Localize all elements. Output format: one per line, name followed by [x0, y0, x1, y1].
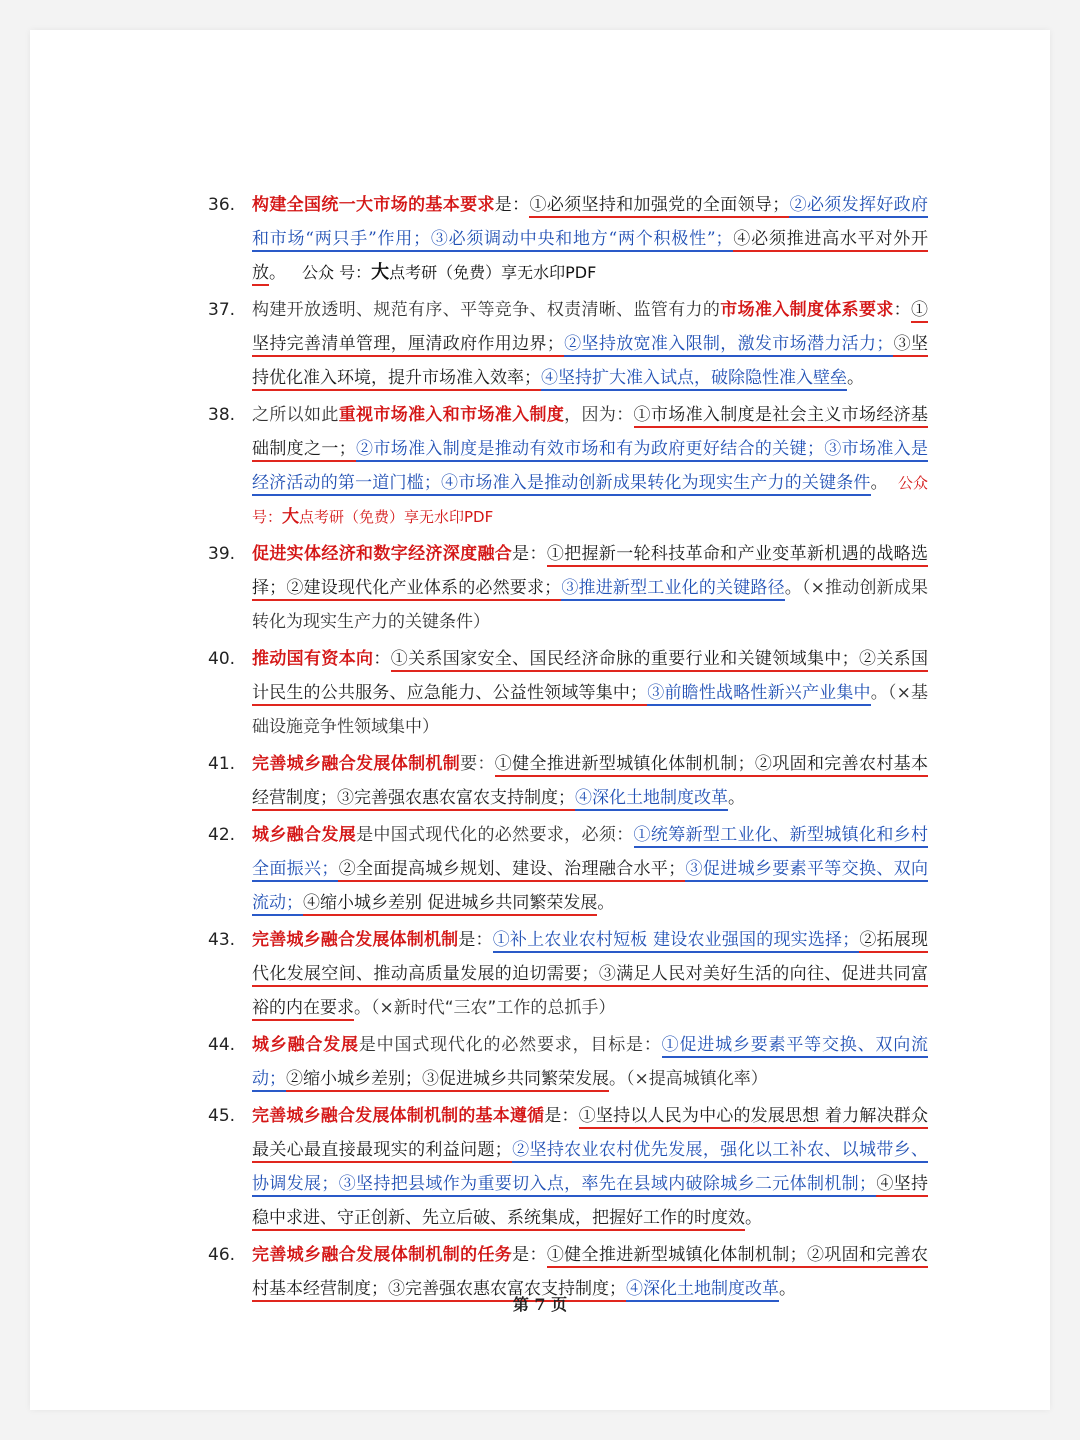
underlined-point: ②市场准入制度是推动有效市场和有为政府更好结合的关键；	[356, 439, 824, 462]
underlined-point: ③坚持把县域作为重要切入点，率先在县域内破除城乡二元体制机制；	[338, 1174, 876, 1197]
item-number: 36.	[208, 195, 236, 215]
list-item	[208, 1099, 928, 1235]
text-segment: 。（×基础设施竞争性领域集中）	[252, 683, 929, 737]
item-text	[252, 398, 928, 534]
item-text	[252, 923, 928, 1025]
keyword-highlight: 重视市场准入和市场准入制度	[338, 405, 565, 425]
text-segment: ：	[373, 649, 391, 669]
watermark-big: 大	[282, 507, 300, 527]
underlined-point: ②关系国计民生的公共服务、应急能力、公益性领域等集中；	[252, 649, 928, 706]
text-segment: 。	[779, 1279, 796, 1299]
text-segment: 。（×新时代“三农”工作的总抓手）	[354, 998, 616, 1018]
watermark-rest: 点考研（免费）享无水印PDF	[299, 508, 494, 526]
question-list	[208, 188, 928, 1309]
underlined-point: ④必须推进高水平对外开放	[252, 229, 928, 286]
text-segment: 是：	[458, 930, 493, 950]
underlined-point: ②拓展现代化发展空间、推动高质量发展的迫切需要；	[252, 930, 928, 987]
underlined-point: ③必须调动中央和地方“两个积极性”；	[430, 229, 732, 252]
list-item	[208, 537, 928, 639]
text-segment: 是中国式现代化的必然要求，目标是：	[358, 1035, 662, 1055]
text-segment: 是：	[494, 195, 530, 215]
keyword-highlight: 构建全国统一大市场的基本要求	[252, 195, 495, 215]
underlined-point: ④深化土地制度改革	[626, 1279, 779, 1302]
underlined-point: ①市场准入制度是社会主义市场经济基础制度之一；	[252, 405, 928, 462]
text-segment: 。	[745, 1208, 762, 1228]
keyword-highlight: 推动国有资本向	[252, 649, 374, 669]
underlined-point: ①关系国家安全、国民经济命脉的重要行业和关键领域集中；	[391, 649, 859, 672]
underlined-point: ④市场准入是推动创新成果转化为现实生产力的关键条件	[441, 473, 871, 496]
underlined-point: ④缩小城乡差别 促进城乡共同繁荣发展	[303, 893, 597, 916]
underlined-point: ③促进城乡共同繁荣发展	[422, 1069, 609, 1092]
underlined-point: ②坚持放宽准入限制，激发市场潜力活力；	[564, 334, 894, 357]
text-segment: 是：	[544, 1106, 579, 1126]
keyword-highlight: 完善城乡融合发展体制机制的任务	[252, 1245, 513, 1265]
watermark-rest: 点考研（免费）享无水印PDF	[389, 263, 597, 282]
underlined-point: ①补上农业农村短板 建设农业强国的现实选择；	[493, 930, 860, 953]
underlined-point: ②巩固和完善农村基本经营制度；	[252, 754, 928, 811]
text-segment: 是中国式现代化的必然要求，必须：	[356, 825, 634, 845]
underlined-point: ①健全推进新型城镇化体制机制；	[547, 1245, 807, 1268]
text-segment: ，因为：	[564, 405, 634, 425]
text-segment: 。	[847, 368, 864, 388]
underlined-point: ②全面提高城乡规划、建设、治理融合水平；	[338, 859, 685, 882]
item-number: 37.	[208, 300, 236, 320]
underlined-point: ③推进新型工业化的关键路径	[561, 578, 785, 601]
item-number: 38.	[208, 405, 236, 425]
item-number: 46.	[208, 1245, 236, 1265]
text-segment: 。	[597, 893, 615, 913]
text-segment: 。	[728, 788, 745, 808]
underlined-point: ④坚持稳中求进、守正创新、先立后破、系统集成，把握好工作的时度效	[252, 1174, 928, 1231]
underlined-point: ①坚持完善清单管理，厘清政府作用边界；	[252, 300, 928, 357]
underlined-point: ③满足人民对美好生活的向往、促进共同富裕的内在要求	[252, 964, 928, 1021]
text-segment: 是：	[512, 544, 547, 564]
item-text	[252, 188, 928, 290]
item-number: 40.	[208, 649, 236, 669]
underlined-point: ①健全推进新型城镇化体制机制；	[495, 754, 755, 777]
item-number: 45.	[208, 1106, 236, 1126]
underlined-point: ①统筹新型工业化、新型城镇化和乡村全面振兴；	[252, 825, 928, 882]
text-segment: 是：	[512, 1245, 547, 1265]
keyword-highlight: 城乡融合发展	[252, 825, 357, 845]
item-text	[252, 642, 928, 744]
page-number: 第 7 页	[512, 1295, 568, 1314]
text-segment: ：	[893, 300, 912, 320]
text-segment: 。（×推动创新成果转化为现实生产力的关键条件）	[252, 578, 929, 632]
underlined-point: ②巩固和完善农村基本经营制度；	[252, 1245, 928, 1302]
list-item	[208, 398, 928, 534]
text-segment: 之所以如此	[252, 405, 339, 425]
keyword-highlight: 城乡融合发展	[252, 1035, 359, 1055]
item-number: 39.	[208, 544, 236, 564]
underlined-point: ①必须坚持和加强党的全面领导；	[529, 195, 789, 218]
underlined-point: ③完善强农惠农富农支持制度；	[388, 1279, 626, 1302]
item-number: 41.	[208, 754, 236, 774]
underlined-point: ①坚持以人民为中心的发展思想 着力解决群众最关心最直接最现实的利益问题；	[252, 1106, 928, 1163]
item-text	[252, 818, 928, 920]
watermark-note	[302, 263, 596, 282]
list-item	[208, 293, 928, 395]
underlined-point: ③坚持优化准入环境，提升市场准入效率；	[252, 334, 928, 391]
underlined-point: ②必须发挥好政府和市场“两只手”作用；	[252, 195, 928, 252]
list-item	[208, 1028, 928, 1096]
item-number: 42.	[208, 825, 236, 845]
item-number: 43.	[208, 930, 236, 950]
underlined-point: ④坚持扩大准入试点，破除隐性准入壁垒	[541, 368, 847, 391]
text-segment: 。	[269, 263, 286, 283]
item-text	[252, 747, 928, 815]
underlined-point: ③完善强农惠农富农支持制度；	[337, 788, 575, 811]
underlined-point: ①促进城乡要素平等交换、双向流动；	[252, 1035, 928, 1092]
watermark-big: 大	[371, 262, 390, 283]
underlined-point: ③促进城乡要素平等交换、双向流动；	[252, 859, 928, 916]
underlined-point: ②坚持农业农村优先发展，强化以工补农、以城带乡、协调发展；	[252, 1140, 928, 1197]
list-item	[208, 747, 928, 815]
item-text	[252, 1099, 928, 1235]
item-text	[252, 1028, 928, 1096]
list-item	[208, 188, 928, 290]
underlined-point: ②建设现代化产业体系的必然要求；	[286, 578, 561, 601]
text-segment: 要：	[460, 754, 495, 774]
text-segment: 。	[870, 473, 888, 493]
keyword-highlight: 市场准入制度体系要求	[720, 300, 894, 320]
underlined-point: ④深化土地制度改革	[575, 788, 728, 811]
item-text	[252, 293, 928, 395]
keyword-highlight: 完善城乡融合发展体制机制	[252, 754, 461, 774]
underlined-point: ③前瞻性战略性新兴产业集中	[647, 683, 871, 706]
list-item	[208, 818, 928, 920]
underlined-point: ①把握新一轮科技革命和产业变革新机遇的战略选择；	[252, 544, 928, 601]
list-item	[208, 923, 928, 1025]
document-page	[30, 30, 1050, 1410]
text-segment: 。（×提高城镇化率）	[609, 1069, 768, 1089]
list-item	[208, 642, 928, 744]
item-number: 44.	[208, 1035, 236, 1055]
keyword-highlight: 完善城乡融合发展体制机制的基本遵循	[252, 1106, 545, 1126]
keyword-highlight: 促进实体经济和数字经济深度融合	[252, 544, 513, 564]
watermark-prefix: 公众 号：	[302, 263, 372, 282]
underlined-point: ③市场准入是经济活动的第一道门槛；	[252, 439, 928, 496]
keyword-highlight: 完善城乡融合发展体制机制	[252, 930, 459, 950]
text-segment: 构建开放透明、规范有序、平等竞争、权责清晰、监管有力的	[252, 300, 721, 320]
watermark-prefix: 公众 号：	[252, 474, 928, 526]
underlined-point: ②缩小城乡差别；	[286, 1069, 422, 1092]
item-text	[252, 537, 928, 639]
